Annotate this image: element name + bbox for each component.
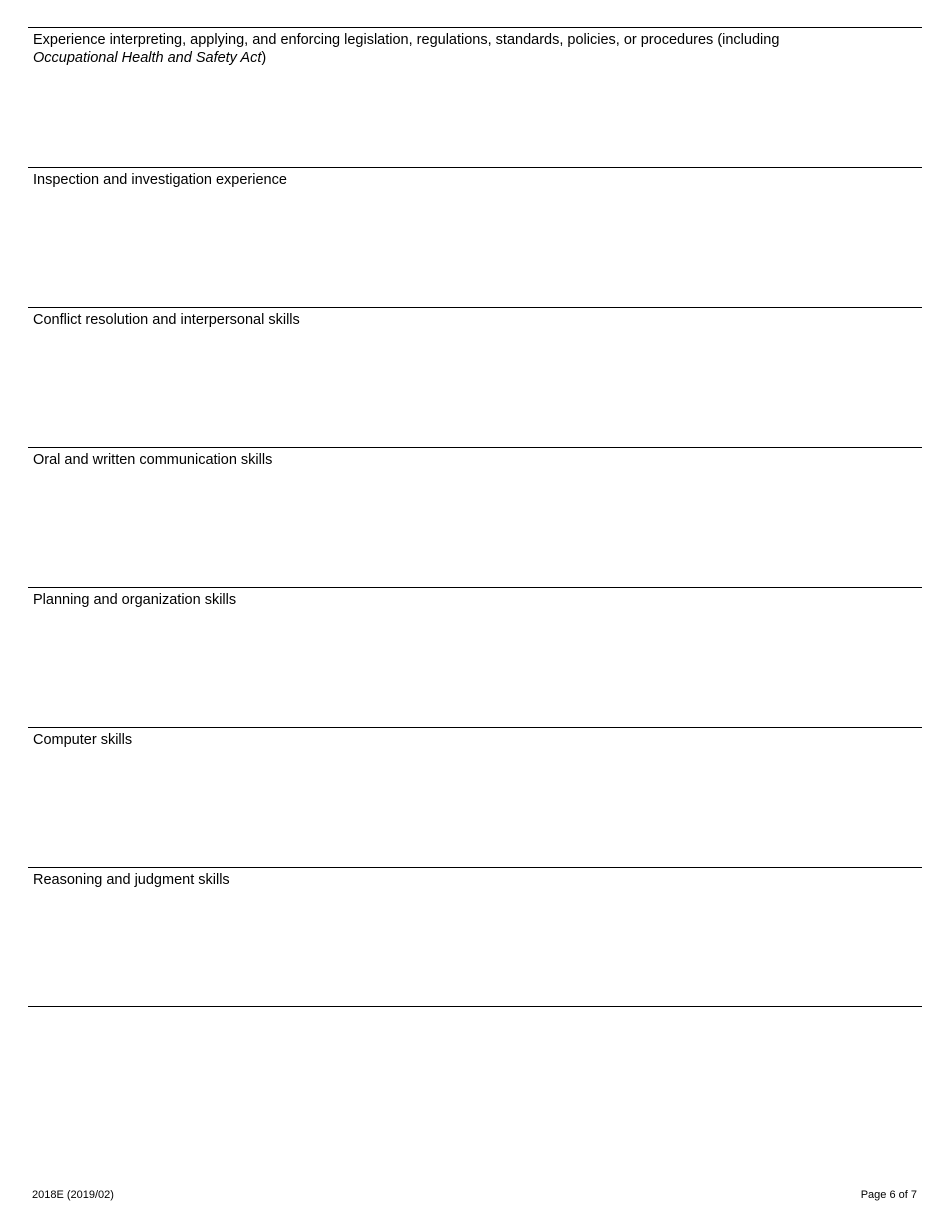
planning-skills-field[interactable] xyxy=(33,611,913,723)
section-label: Inspection and investigation experience xyxy=(33,172,287,188)
act-title: Occupational Health and Safety Act xyxy=(33,50,262,66)
communication-skills-field[interactable] xyxy=(33,471,913,583)
inspection-experience-field[interactable] xyxy=(33,191,913,303)
reasoning-skills-field[interactable] xyxy=(33,891,913,1003)
section-inspection-experience xyxy=(28,167,922,307)
form-number: 2018E (2019/02) xyxy=(32,1189,114,1201)
section-label: Planning and organization skills xyxy=(33,592,237,608)
section-label: Conflict resolution and interpersonal skills xyxy=(33,312,300,328)
section-label: Oral and written communication skills xyxy=(33,452,273,468)
section-label: Reasoning and judgment skills xyxy=(33,872,230,888)
section-label: Computer skills xyxy=(33,732,133,748)
section-planning-skills xyxy=(28,587,922,727)
section-conflict-resolution xyxy=(28,307,922,447)
conflict-resolution-field[interactable] xyxy=(33,331,913,443)
section-communication-skills xyxy=(28,447,922,587)
bottom-divider xyxy=(28,1006,922,1007)
section-reasoning-skills xyxy=(28,867,922,1006)
section-label: Experience interpreting, applying, and enforcing legislation, regulations, standards, policies, or procedures (including Occupational Health and Safety Act) xyxy=(33,32,780,66)
section-legislation-experience xyxy=(28,27,922,167)
qualifications-form xyxy=(28,27,922,1007)
computer-skills-field[interactable] xyxy=(33,751,913,863)
section-computer-skills xyxy=(28,727,922,867)
page-number: Page 6 of 7 xyxy=(860,1189,917,1201)
legislation-experience-field[interactable] xyxy=(33,69,913,163)
